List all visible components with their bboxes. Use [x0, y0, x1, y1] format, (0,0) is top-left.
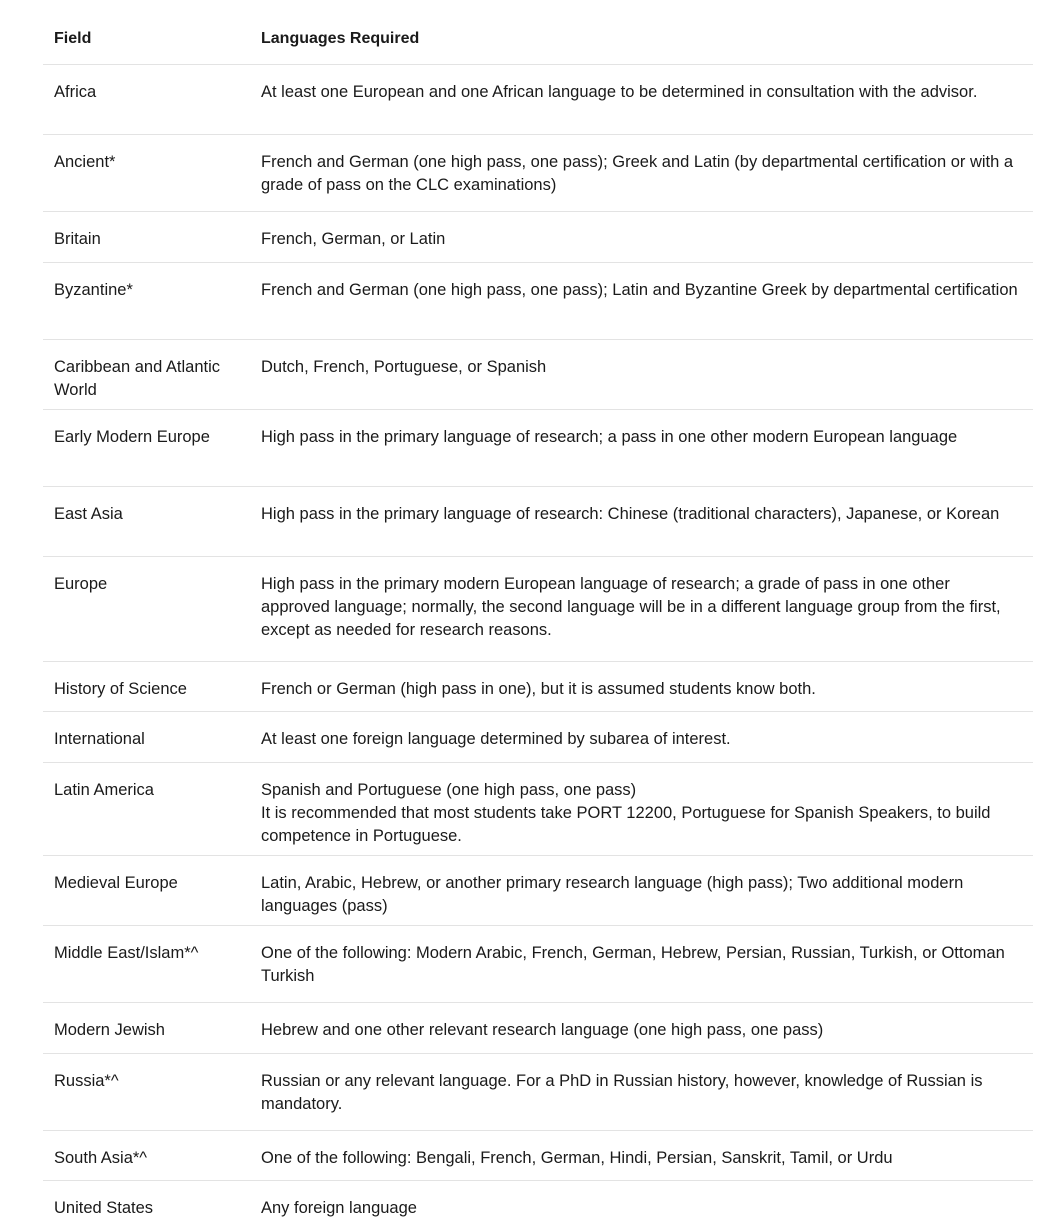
- table-header: [43, 0, 1033, 65]
- field-cell: Ancient*: [54, 153, 116, 171]
- table-row: [43, 712, 1033, 763]
- table-row: [43, 557, 1033, 662]
- languages-cell: French and German (one high pass, one pass); Greek and Latin (by departmental certification or with a grade of pass on the CLC examinations): [261, 153, 1014, 194]
- field-cell: Russia*^: [54, 1072, 119, 1090]
- table-row: [43, 926, 1033, 1003]
- table-row: [43, 135, 1033, 212]
- table-row: [43, 1003, 1033, 1054]
- field-cell: Medieval Europe: [54, 874, 178, 892]
- languages-cell: French and German (one high pass, one pass); Latin and Byzantine Greek by departmental certification: [261, 281, 1018, 299]
- table-row: [43, 212, 1033, 263]
- languages-cell: High pass in the primary language of research: Chinese (traditional characters), Japanese, or Korean: [261, 505, 1000, 523]
- field-cell: Modern Jewish: [54, 1021, 165, 1039]
- language-requirements-table: [43, 0, 1033, 1230]
- table-row: [43, 263, 1033, 340]
- table-row: [43, 65, 1033, 135]
- languages-main: Spanish and Portuguese (one high pass, one pass): [261, 781, 637, 799]
- table-row: [43, 1181, 1033, 1230]
- field-cell: South Asia*^: [54, 1149, 148, 1167]
- field-cell: Early Modern Europe: [54, 428, 210, 446]
- field-cell: Europe: [54, 575, 108, 593]
- field-cell: Byzantine*: [54, 281, 133, 299]
- table-row: [43, 856, 1033, 926]
- field-cell: United States: [54, 1199, 154, 1217]
- table-row: [43, 487, 1033, 557]
- languages-cell: Dutch, French, Portuguese, or Spanish: [261, 358, 547, 376]
- field-cell: Africa: [54, 83, 97, 101]
- field-cell: East Asia: [54, 505, 123, 523]
- languages-cell: Latin, Arabic, Hebrew, or another primary research language (high pass); Two additional modern languages (pass): [261, 874, 964, 915]
- languages-cell: [261, 763, 1033, 855]
- field-cell: Britain: [54, 230, 101, 248]
- languages-cell: One of the following: Modern Arabic, French, German, Hebrew, Persian, Russian, Turkish, or Ottoman Turkish: [261, 944, 1005, 985]
- table-row: [43, 662, 1033, 712]
- table-row: [43, 763, 1033, 856]
- table-row: [43, 340, 1033, 410]
- table-row: [43, 1131, 1033, 1181]
- languages-cell: Russian or any relevant language. For a PhD in Russian history, however, knowledge of Russian is mandatory.: [261, 1072, 983, 1113]
- header-field: Field: [54, 30, 92, 47]
- header-languages-required: Languages Required: [261, 30, 420, 47]
- languages-note: It is recommended that most students take PORT 12200, Portuguese for Spanish Speakers, to build competence in Portuguese.: [261, 804, 991, 845]
- field-cell: Caribbean and Atlantic World: [54, 358, 221, 399]
- languages-cell: French, German, or Latin: [261, 230, 446, 248]
- languages-cell: One of the following: Bengali, French, German, Hindi, Persian, Sanskrit, Tamil, or Urdu: [261, 1149, 893, 1167]
- field-cell: Latin America: [54, 781, 154, 799]
- languages-cell: Hebrew and one other relevant research language (one high pass, one pass): [261, 1021, 824, 1039]
- table-row: [43, 1054, 1033, 1131]
- languages-cell: Any foreign language: [261, 1199, 417, 1217]
- field-cell: Middle East/Islam*^: [54, 944, 199, 962]
- languages-cell: High pass in the primary modern European language of research; a grade of pass in one other approved language; normally, the second language will be in a different language group from the first, except as needed for research reasons.: [261, 575, 1001, 639]
- languages-cell: At least one European and one African language to be determined in consultation with the advisor.: [261, 83, 978, 101]
- languages-cell: High pass in the primary language of research; a pass in one other modern European language: [261, 428, 958, 446]
- field-cell: International: [54, 730, 145, 748]
- languages-cell: French or German (high pass in one), but it is assumed students know both.: [261, 680, 816, 698]
- table-row: [43, 410, 1033, 487]
- languages-cell: At least one foreign language determined by subarea of interest.: [261, 730, 731, 748]
- field-cell: History of Science: [54, 680, 187, 698]
